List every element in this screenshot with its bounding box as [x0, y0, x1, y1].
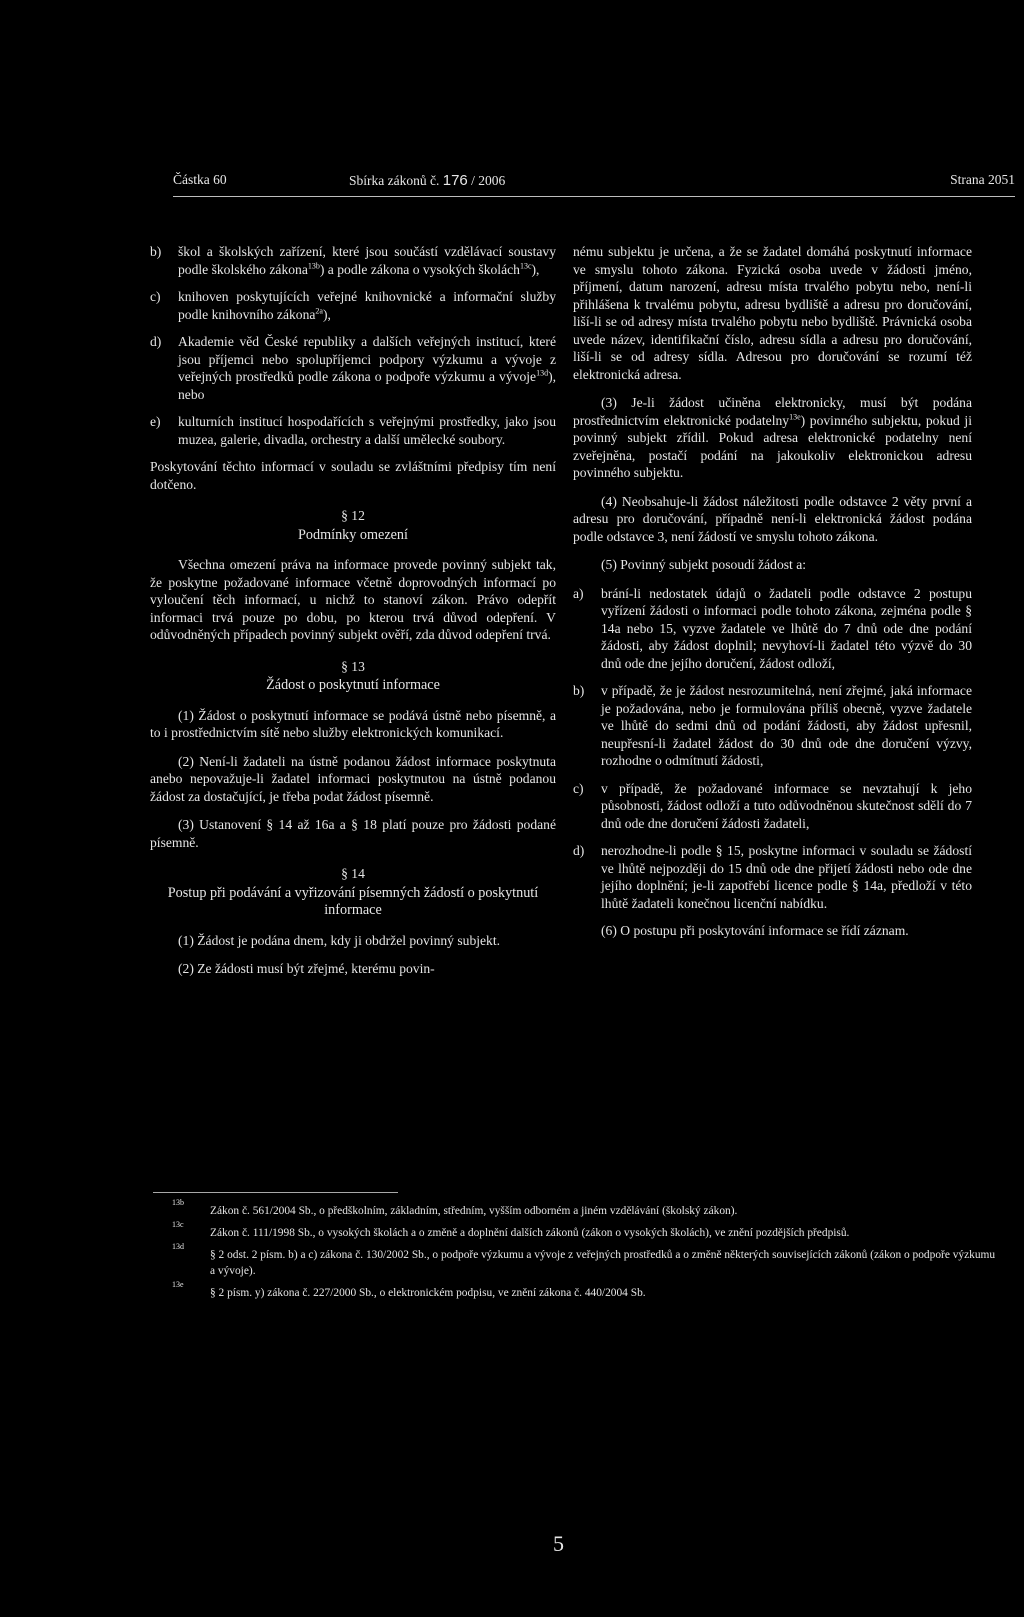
item-label: a) [573, 585, 584, 601]
page-header [173, 172, 1015, 192]
right-column [573, 243, 972, 951]
item-label: d) [150, 334, 162, 349]
footnote: 13c Zákon č. 111/1998 Sb., o vysokých školách a o změně a doplnění dalších zákonů (zákon o vysokých školách), ve znění pozdějších předpisů. [172, 1220, 850, 1239]
item-label: c) [150, 289, 161, 304]
footnote-text: Zákon č. 111/1998 Sb., o vysokých školách a o změně a doplnění dalších zákonů (zákon o vysokých školách), ve znění pozdějších předpisů. [210, 1227, 850, 1239]
list-item-d [573, 842, 972, 912]
section-title: Postup při podávání a vyřizování písemných žádostí o poskytnutí informace [167, 884, 539, 918]
list-item-d [150, 333, 556, 403]
item-text: v případě, že požadované informace se nevztahují k jeho působnosti, žádost odloží a tuto odůvodněnou skutečnost sdělí do 7 dnů ode dne doručení žádosti žadateli, [601, 780, 972, 831]
paragraph: (4) Neobsahuje-li žádost náležitosti podle odstavce 2 věty první a adresu pro doručování, případně není-li elektronická žádost podána podle odstavce 3, není žádostí ve smyslu tohoto zákona. [573, 493, 972, 544]
footnote-text: Zákon č. 561/2004 Sb., o předškolním, základním, středním, vyšším odborném a jiném vzdělávání (školský zákon). [210, 1205, 738, 1217]
footnote-rule [153, 1192, 398, 1193]
footnote-ref: 13e [789, 411, 801, 421]
paragraph: (6) O postupu při poskytování informace se řídí záznam. [601, 923, 909, 938]
footnote-text: § 2 písm. y) zákona č. 227/2000 Sb., o elektronickém podpisu, ve znění zákona č. 440/2004 Sb. [210, 1287, 646, 1299]
paragraph-text: (3) Je-li žádost učiněna elektronicky, musí být podána prostřednictvím elektronické podatelny [573, 395, 972, 428]
item-text: brání-li nedostatek údajů o žadateli podle odstavce 2 postupu vyřízení žádosti o informaci podle tohoto zákona, zejména podle § 14a nebo 15, vyzve žadatele ve lhůtě do 7 dnů ode dne podání žádosti, aby žádost doplnil; nevyhoví-li žadatel této výzvě do 30 dnů ode dne jejího doručení, žádost odloží, [601, 585, 972, 671]
list-item-a [573, 585, 972, 673]
footnote: 13e § 2 písm. y) zákona č. 227/2000 Sb., o elektronickém podpisu, ve znění zákona č. 440/2004 Sb. [172, 1280, 646, 1299]
item-text: nerozhodne-li podle § 15, poskytne informaci v souladu se žádostí ve lhůtě nejpozději do 15 dnů ode dne přijetí žádosti nebo ode dne jejího doplnění; je-li zapotřebí licence podle § 14a, předloží v této lhůtě žadateli konečnou licenční nabídku. [601, 843, 972, 911]
item-text: knihoven poskytujících veřejné knihovnické a informační služby podle knihovního zákona [178, 289, 556, 322]
paragraph: (2) Není-li žadateli na ústně podanou žádost informace poskytnuta anebo nepovažuje-li žadatel informaci poskytnutou na ústně podanou žádost za dostačující, je třeba podat žádost písemně. [150, 753, 556, 804]
paragraph [573, 394, 972, 482]
footnote-ref: 13b [307, 260, 320, 270]
section-number: § 14 [341, 866, 365, 881]
footnote-ref: 13d [536, 368, 549, 378]
list-item-c [573, 780, 972, 833]
header-collection-year: / 2006 [467, 173, 506, 188]
footnote: 13b Zákon č. 561/2004 Sb., o předškolním, základním, středním, vyšším odborném a jiném vzdělávání (školský zákon). [172, 1198, 738, 1217]
paragraph: (2) Ze žádosti musí být zřejmé, kterému povin- [178, 961, 435, 976]
footnotes [172, 1198, 1002, 1307]
paragraph-text: ) povinného subjektu, pokud ji povinný subjekt zřídil. Pokud adresa elektronické podatelny není zveřejněna, postačí podání na jakoukoliv elektronickou adresu povinného subjektu. [573, 412, 972, 480]
paragraph: nému subjektu je určena, a že se žadatel domáhá poskytnutí informace ve smyslu tohoto zákona. Fyzická osoba uvede v žádosti jméno, příjmení, datum narození, adresu místa trvalého pobytu nebo, není-li přihlášena k trvalému pobytu, adresu bydliště a adresu pro doručování, liší-li se od adresy místa trvalého pobytu nebo bydliště. Právnická osoba uvede název, identifikační číslo, adresu sídla a adresu pro doručování, liší-li se od adresy sídla. Adresou pro doručování se rozumí též elektronická adresa. [573, 244, 972, 382]
list-item-e [150, 413, 556, 448]
footnote-ref: 2a [315, 305, 323, 315]
item-label: b) [573, 683, 585, 698]
item-label: b) [150, 244, 162, 259]
list-item-c [150, 288, 556, 323]
header-rule [173, 196, 1015, 197]
page-number: 5 [553, 1531, 564, 1556]
item-text: ) a podle zákona o vysokých školách [319, 261, 520, 277]
paragraph: (3) Ustanovení § 14 až 16a a § 18 platí pouze pro žádosti podané písemně. [150, 817, 556, 850]
item-text: škol a školských zařízení, které jsou součástí vzdělávací soustavy podle školského zákona [178, 244, 556, 277]
item-label: c) [573, 780, 584, 796]
item-text: kulturních institucí hospodařících s veřejnými prostředky, jako jsou muzea, galerie, divadla, orchestry a další umělecké soubory. [178, 414, 556, 447]
list-item-b [150, 243, 556, 278]
item-text: ), [322, 306, 331, 322]
list-item-b [573, 682, 972, 770]
header-collection-prefix: Sbírka zákonů č. [349, 173, 443, 188]
paragraph: (5) Povinný subjekt posoudí žádost a: [601, 557, 807, 572]
item-text: ), nebo [178, 369, 556, 402]
paragraph: Poskytování těchto informací v souladu se zvláštními předpisy tím není dotčeno. [150, 459, 556, 492]
section-number: § 13 [341, 658, 365, 674]
item-text: ), [531, 261, 540, 277]
paragraph: (1) Žádost o poskytnutí informace se podává ústně nebo písemně, a to i prostřednictvím sítě nebo služby elektronických komunikací. [150, 707, 556, 740]
left-column [150, 243, 556, 989]
item-label: d) [573, 843, 585, 858]
paragraph: Všechna omezení práva na informace provede povinný subjekt tak, že poskytne požadované informace včetně doprovodných informací po vyloučení těch informací, u nichž to stanoví zákon. Právo odepřít informaci trvá pouze po dobu, po kterou trvá důvod odepření. V odůvodněných případech povinný subjekt ověří, zda důvod odepření trvá. [150, 557, 556, 642]
header-part: Částka 60 [173, 172, 227, 187]
footnote-text: § 2 odst. 2 písm. b) a c) zákona č. 130/2002 Sb., o podpoře výzkumu a vývoje z veřejných prostředků a o změně některých souvisejících zákonů (zákon o podpoře výzkumu a vývoje). [210, 1249, 996, 1277]
section-number: § 12 [341, 508, 365, 523]
item-label: e) [150, 414, 161, 429]
header-page: Strana 2051 [950, 172, 1015, 187]
footnote-ref: 13c [519, 260, 532, 270]
header-collection-number: 176 [442, 172, 468, 189]
item-text: Akademie věd České republiky a dalších veřejných institucí, které jsou příjemci nebo spolupříjemci podpory výzkumu a vývoje z veřejných prostředků podle zákona o podpoře výzkumu a vývoje [178, 334, 556, 384]
section-title: Žádost o poskytnutí informace [266, 677, 440, 693]
item-text: v případě, že je žádost nesrozumitelná, není zřejmé, jaká informace je požadována, nebo je formulována příliš obecně, vyzve žadatele ve lhůtě do sedmi dnů od podání žádosti, aby žádost upřesnil, neupřesní-li žadatel žádost do 30 dnů ode dne doručení výzvy, rozhodne o odmítnutí žádosti, [601, 683, 972, 768]
section-title: Podmínky omezení [298, 526, 408, 543]
footnote: 13d § 2 odst. 2 písm. b) a c) zákona č. 130/2002 Sb., o podpoře výzkumu a vývoje z veřejných prostředků a o změně některých souvisejících zákonů (zákon o podpoře výzkumu a vývoje). [172, 1242, 996, 1277]
paragraph: (1) Žádost je podána dnem, kdy ji obdržel povinný subjekt. [178, 932, 501, 948]
header-collection [349, 172, 505, 189]
